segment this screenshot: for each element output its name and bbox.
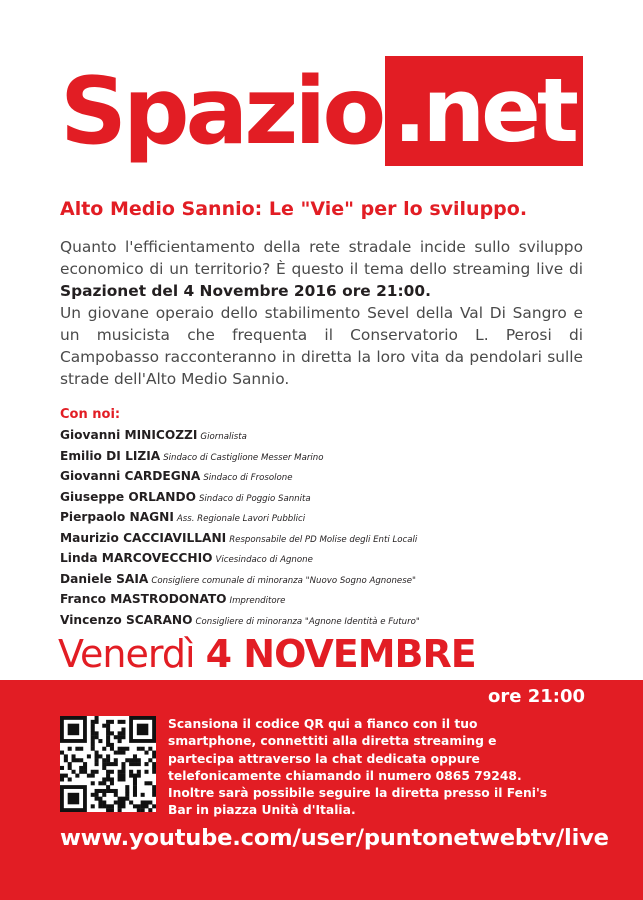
footer-banner [0,680,643,900]
guest-role: Vicesindaco di Agnone [215,555,313,565]
guest-item [60,592,590,613]
guest-role: Sindaco di Frosolone [203,473,293,483]
intro-text-2: Un giovane operaio dello stabilimento Sevel della Val Di Sangro e un musicista che frequenta il Conservatorio L. Perosi di Campobasso racconteranno in diretta la loro vita da pendolari sulle strade dell'Alto Medio Sannio. [60,304,583,388]
guest-name: Vincenzo SCARANO [60,612,193,627]
guests-title: Con noi: [60,407,121,422]
guest-name: Linda MARCOVECCHIO [60,551,213,565]
guest-item [60,428,590,449]
guest-role: Consigliere comunale di minoranza "Nuovo Sogno Agnonese" [151,575,416,586]
guest-name: Emilio DI LIZIA [60,448,161,463]
instructions-text [168,716,548,820]
logo-red-box [385,56,583,166]
event-time: ore 21:00 [487,686,585,707]
guest-item [60,510,590,531]
event-date-big: 4 NOVEMBRE [205,632,476,676]
venue-name: Feni's Bar [168,786,548,818]
intro-paragraph [60,236,583,390]
intro-text-1: Quanto l'efficientamento della rete stradale incide sullo sviluppo economico di un territorio? È questo il tema dello streaming live di [60,238,583,278]
event-date [58,632,598,676]
guest-name: Pierpaolo NAGNI [60,510,174,524]
guest-role: Giornalista [200,432,247,442]
phone-number[interactable]: 0865 79248 [435,768,517,783]
guest-item [60,551,590,572]
instructions-text-1: Scansiona il codice QR qui a fianco con il tuo smartphone, connettiti alla diretta streaming e partecipa attraverso la chat dedicata oppure telefonicamente chiamando il numero [168,717,497,783]
guest-role: Sindaco di Poggio Sannita [198,493,311,504]
guest-item [60,572,590,593]
qr-code-icon[interactable] [60,716,156,812]
headline: Alto Medio Sannio: Le "Vie" per lo sviluppo. [60,198,528,220]
guest-role: Consigliere di minoranza "Agnone Identità e Futuro" [195,616,420,627]
guest-name: Franco MASTRODONATO [60,592,227,606]
intro-bold: Spazionet del 4 Novembre 2016 ore 21:00. [60,282,431,300]
guest-name: Giovanni MINICOZZI [60,428,198,442]
youtube-link[interactable]: www.youtube.com/user/puntonetwebtv/live [60,825,609,851]
logo-text-right: .net [393,59,575,162]
guest-item [60,449,590,470]
event-day: Venerdì [58,632,206,676]
qr-code-graphic [60,716,156,812]
guest-name: Giuseppe ORLANDO [60,489,196,504]
guest-name: Maurizio CACCIAVILLANI [60,530,227,545]
guest-name: Daniele SAIA [60,571,149,586]
instructions-text-2: . Inoltre sarà possibile seguire la diretta presso il [168,768,522,801]
instructions-text-3: in piazza Unità d'Italia. [191,803,356,818]
guest-list [60,428,590,633]
guest-name: Giovanni CARDEGNA [60,469,201,483]
guest-item [60,613,590,634]
guest-role: Imprenditore [229,596,286,606]
guest-item [60,469,590,490]
logo [60,56,583,166]
guest-item [60,531,590,552]
guest-role: Ass. Regionale Lavori Pubblici [176,514,306,524]
logo-text-left: Spazio [60,57,383,165]
guest-role: Sindaco di Castiglione Messer Marino [163,452,324,463]
guest-item [60,490,590,511]
guest-role: Responsabile del PD Molise degli Enti Locali [229,534,418,545]
